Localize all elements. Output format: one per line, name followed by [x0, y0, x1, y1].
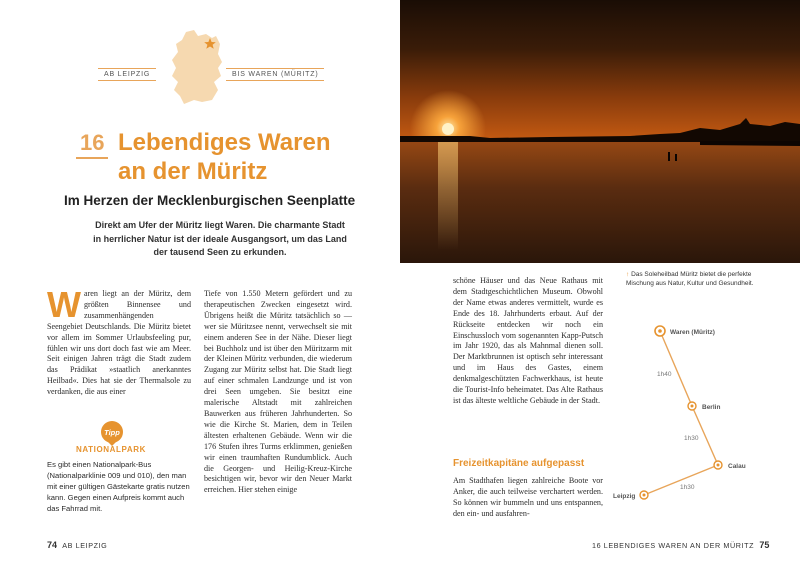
route-stop-leipzig: [640, 491, 648, 499]
route-stop-waren: [655, 326, 665, 336]
germany-map-icon: [168, 28, 226, 106]
lead-text: Direkt am Ufer der Müritz liegt Waren. Die charmante Stadt in herrlicher Natur ist der ideale Ausgangsort, um das Land der tausend Seen zu erkunden.: [93, 220, 347, 257]
leg-duration-1: 1h40: [657, 371, 672, 378]
tip-title: NATIONALPARK: [75, 445, 146, 454]
stop-label-berlin: Berlin: [702, 404, 721, 411]
photo-caption: [626, 270, 776, 288]
text-column-2: Tiefe von 1.550 Metern gefördert und zu therapeutischen Zwecken eingesetzt wird. Übrigens heißt die Müritz tatsächlich so — wer sie Müritzsee nennt, verwechselt sie mit einem anderen See in der Nähe. Dieser liegt bei Buchholz und ist über den Müritzarm mit der Kleinen Müritz verbunden, die wiederum Zugang zur Müritz selbst hat. Die Stadt liegt auf einer schmalen Landzunge und ist von drei Seen umgeben. Sie besitzt eine malerische Altstadt mit zahlreichen Bauwerken aus früheren Jahrhunderten. So wie die Kirche St. Marien, dem in Teilen ältesten erhaltenen Gebäude. Wenn wir die 176 Stufen ihres Turms erklimmen, genießen wir einen traumhaften Rundumblick. Auch die Georgen- und Heilig-Kreuz-Kirche besichtigen wir, bevor wir den Neuer Markt erreichen. Hier stehen einige: [204, 289, 352, 495]
route-stop-calau: [714, 461, 722, 469]
section-subheading: Freizeitkapitäne aufgepasst: [453, 458, 585, 469]
route-to-label: BIS WAREN (MÜRITZ): [226, 68, 324, 81]
page-number-right: 75: [759, 540, 770, 550]
leg-duration-2: 1h30: [684, 435, 699, 442]
leg-duration-3: 1h30: [680, 484, 695, 491]
stop-label-waren: Waren (Müritz): [670, 329, 715, 336]
text-column-3: schöne Häuser und das Neue Rathaus mit dem Stadtgeschichtlichen Museum. Obwohl der Name etwas anderes vermittelt, wurde es Ende des 18. Jahrhunderts erbaut. Auf der Rückseite entdecken wir noch ein Einschussloch vom sogenannten Kapp-Putsch im Jahr 1920, das als Mahnmal dienen soll. Der Marktbrunnen ist optisch sehr interessant und im Haus des Gastes, einem denkmalgeschützten Fachwerkhaus, ist heute die Tourist-Info beheimatet. Das Alte Rathaus ist das älteste weltliche Gebäude in der Stadt.: [453, 276, 603, 405]
subtitle: Im Herzen der Mecklenburgischen Seenplatte: [64, 193, 356, 208]
tip-text: Es gibt einen Nationalpark-Bus (Nationalparklinie 009 und 010), den man mit einer gültigen Gästekarte gratis nutzen kann. Gegen einen Aufpreis kommt auch das Fahrrad mit.: [47, 460, 190, 513]
title-line-2: an der Müritz: [118, 158, 268, 185]
tip-badge-icon: [98, 420, 126, 446]
route-stop-berlin: [688, 402, 696, 410]
tip-badge-label: Tipp: [104, 428, 120, 437]
text-column-3-continued: Am Stadthafen liegen zahlreiche Boote vor Anker, die auch teilweise verchartert werden. So können wir bummeln und uns entspannen, den ein- und ausfahren-: [453, 476, 603, 518]
dropcap: W: [47, 284, 81, 325]
footer-left: [47, 540, 107, 550]
footer-left-label: AB LEIPZIG: [62, 541, 108, 550]
page-number-left: 74: [47, 540, 58, 550]
column-1-text: aren liegt an der Müritz, dem größten Binnensee und zusammenhängenden Seengebiet Deutschlands. Die Müritz bietet vor allem im Sommer Urlaubsfeeling pur, fühlen wir uns dort doch fast wie am Meer. Seit einigen Jahren trägt die Stadt zudem das Prädikat »staatlich anerkanntes Heilbad«. Dies hat sie der Thermalsole zu verdanken, die aus einer: [47, 289, 191, 397]
sunset-lake-photo: [400, 0, 800, 263]
tour-number: 16: [76, 130, 108, 159]
photo-caption-text: Das Soleheilbad Müritz bietet die perfekte Mischung aus Natur, Kultur und Gesundheit.: [626, 271, 754, 287]
stop-label-leipzig: Leipzig: [613, 493, 636, 500]
route-from-label: AB LEIPZIG: [98, 68, 156, 81]
text-column-1: [47, 284, 191, 398]
route-diagram: [600, 310, 800, 510]
arrow-up-icon: ↑: [626, 271, 630, 278]
title-line-1: Lebendiges Waren: [118, 129, 331, 156]
footer-right-label: 16 LEBENDIGES WAREN AN DER MÜRITZ: [592, 541, 755, 550]
footer-right: [592, 540, 769, 550]
stop-label-calau: Calau: [728, 463, 746, 470]
